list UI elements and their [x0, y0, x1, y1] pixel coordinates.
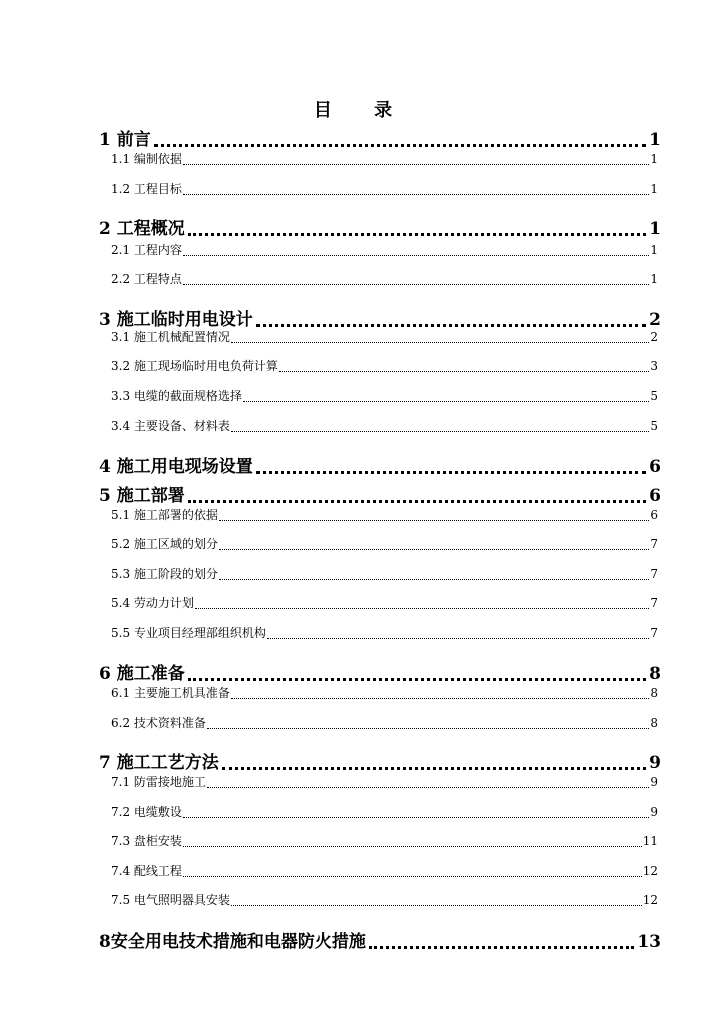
toc-entry-title: 7.2 电缆敷设: [111, 805, 182, 819]
toc-entry-title: 6 施工准备: [99, 664, 185, 684]
toc-page-number: 5: [650, 419, 658, 433]
toc-page-number: 2: [650, 330, 658, 344]
toc-section-entry[interactable]: [111, 684, 658, 701]
toc-entry-title: 7.3 盘柜安装: [111, 834, 182, 848]
toc-entry-title: 3.4 主要设备、材料表: [111, 419, 230, 433]
toc-dot-leader: [256, 321, 646, 327]
toc-entry-title: 1 前言: [99, 130, 151, 150]
toc-dot-leader: [243, 400, 649, 402]
toc-page-number: 8: [650, 716, 658, 730]
toc-dot-leader: [279, 370, 649, 372]
toc-page-number: 1: [650, 243, 658, 257]
toc-page-number: 1: [650, 272, 658, 286]
toc-dot-leader: [183, 254, 649, 256]
toc-page-number: 6: [649, 457, 661, 477]
toc-entry-title: 6.2 技术资料准备: [111, 716, 206, 730]
toc-page-number: 7: [650, 537, 658, 551]
toc-page-number: 12: [642, 893, 658, 907]
toc-chapter-entry[interactable]: [99, 452, 661, 477]
toc-dot-leader: [183, 875, 642, 877]
toc-dot-leader: [231, 697, 649, 699]
toc-entry-title: 5 施工部署: [99, 486, 185, 506]
toc-page-number: 6: [650, 508, 658, 522]
toc-page-number: 7: [650, 626, 658, 640]
toc-entry-title: 1.2 工程目标: [111, 182, 182, 196]
toc-entry-title: 5.5 专业项目经理部组织机构: [111, 626, 266, 640]
toc-page-number: 6: [649, 486, 661, 506]
toc-entry-title: 5.1 施工部署的依据: [111, 508, 218, 522]
toc-section-entry[interactable]: [111, 862, 658, 879]
toc-entry-title: 5.3 施工阶段的划分: [111, 567, 218, 581]
toc-entry-title: 2.2 工程特点: [111, 272, 182, 286]
toc-entry-title: 7.1 防雷接地施工: [111, 775, 206, 789]
toc-title: 目 录: [313, 100, 411, 121]
toc-page-number: 1: [650, 152, 658, 166]
toc-dot-leader: [183, 845, 642, 847]
toc-dot-leader: [256, 468, 646, 474]
toc-entry-title: 7.5 电气照明器具安装: [111, 893, 230, 907]
toc-entry-title: 3 施工临时用电设计: [99, 310, 253, 330]
toc-dot-leader: [183, 816, 649, 818]
toc-chapter-entry[interactable]: [99, 927, 661, 952]
toc-dot-leader: [195, 607, 649, 609]
toc-section-entry[interactable]: [111, 565, 658, 582]
toc-page-number: 1: [649, 130, 661, 150]
toc-section-entry[interactable]: [111, 357, 658, 374]
toc-dot-leader: [188, 230, 646, 236]
toc-page-number: 12: [642, 864, 658, 878]
toc-chapter-entry[interactable]: [99, 748, 661, 773]
toc-dot-leader: [188, 497, 646, 503]
toc-dot-leader: [154, 141, 646, 147]
toc-dot-leader: [207, 727, 649, 729]
toc-section-entry[interactable]: [111, 180, 658, 197]
toc-page-number: 2: [649, 310, 661, 330]
toc-section-entry[interactable]: [111, 387, 658, 404]
toc-page-number: 9: [650, 775, 658, 789]
toc-chapter-entry[interactable]: [99, 305, 661, 330]
toc-section-entry[interactable]: [111, 328, 658, 345]
toc-entry-title: 2 工程概况: [99, 219, 185, 239]
toc-section-entry[interactable]: [111, 803, 658, 820]
toc-section-entry[interactable]: [111, 241, 658, 258]
toc-page-number: 7: [650, 596, 658, 610]
toc-dot-leader: [183, 163, 649, 165]
toc-page-number: 13: [637, 932, 661, 952]
toc-dot-leader: [231, 341, 649, 343]
toc-section-entry[interactable]: [111, 773, 658, 790]
toc-entry-title: 8安全用电技术措施和电器防火措施: [99, 932, 366, 952]
toc-dot-leader: [222, 764, 646, 770]
toc-entry-title: 3.1 施工机械配置情况: [111, 330, 230, 344]
toc-section-entry[interactable]: [111, 714, 658, 731]
toc-entry-title: 4 施工用电现场设置: [99, 457, 253, 477]
toc-entry-title: 1.1 编制依据: [111, 152, 182, 166]
toc-chapter-entry[interactable]: [99, 481, 661, 506]
toc-section-entry[interactable]: [111, 506, 658, 523]
toc-entry-title: 3.2 施工现场临时用电负荷计算: [111, 359, 278, 373]
toc-page-number: 11: [642, 834, 658, 848]
toc-dot-leader: [183, 283, 649, 285]
toc-section-entry[interactable]: [111, 417, 658, 434]
toc-dot-leader: [219, 578, 649, 580]
toc-section-entry[interactable]: [111, 270, 658, 287]
toc-section-entry[interactable]: [111, 832, 658, 849]
toc-dot-leader: [219, 548, 649, 550]
toc-page-number: 8: [649, 664, 661, 684]
toc-dot-leader: [369, 943, 635, 949]
toc-entry-title: 3.3 电缆的截面规格选择: [111, 389, 242, 403]
toc-page-number: 1: [649, 219, 661, 239]
toc-dot-leader: [219, 519, 649, 521]
toc-page-number: 7: [650, 567, 658, 581]
toc-page-number: 9: [649, 753, 661, 773]
toc-chapter-entry[interactable]: [99, 659, 661, 684]
toc-chapter-entry[interactable]: [99, 125, 661, 150]
toc-chapter-entry[interactable]: [99, 214, 661, 239]
toc-page-number: 9: [650, 805, 658, 819]
toc-section-entry[interactable]: [111, 891, 658, 908]
toc-page-number: 5: [650, 389, 658, 403]
toc-section-entry[interactable]: [111, 150, 658, 167]
toc-section-entry[interactable]: [111, 594, 658, 611]
toc-section-entry[interactable]: [111, 624, 658, 641]
toc-entry-title: 5.4 劳动力计划: [111, 596, 194, 610]
toc-dot-leader: [207, 786, 649, 788]
toc-dot-leader: [267, 637, 649, 639]
toc-dot-leader: [188, 675, 646, 681]
toc-dot-leader: [231, 904, 642, 906]
toc-dot-leader: [183, 193, 649, 195]
toc-entry-title: 2.1 工程内容: [111, 243, 182, 257]
toc-dot-leader: [231, 430, 649, 432]
toc-entry-title: 6.1 主要施工机具准备: [111, 686, 230, 700]
toc-entry-title: 7 施工工艺方法: [99, 753, 219, 773]
toc-page-number: 8: [650, 686, 658, 700]
toc-section-entry[interactable]: [111, 535, 658, 552]
toc-entry-title: 5.2 施工区域的划分: [111, 537, 218, 551]
toc-entry-title: 7.4 配线工程: [111, 864, 182, 878]
toc-page-number: 1: [650, 182, 658, 196]
toc-page-number: 3: [650, 359, 658, 373]
